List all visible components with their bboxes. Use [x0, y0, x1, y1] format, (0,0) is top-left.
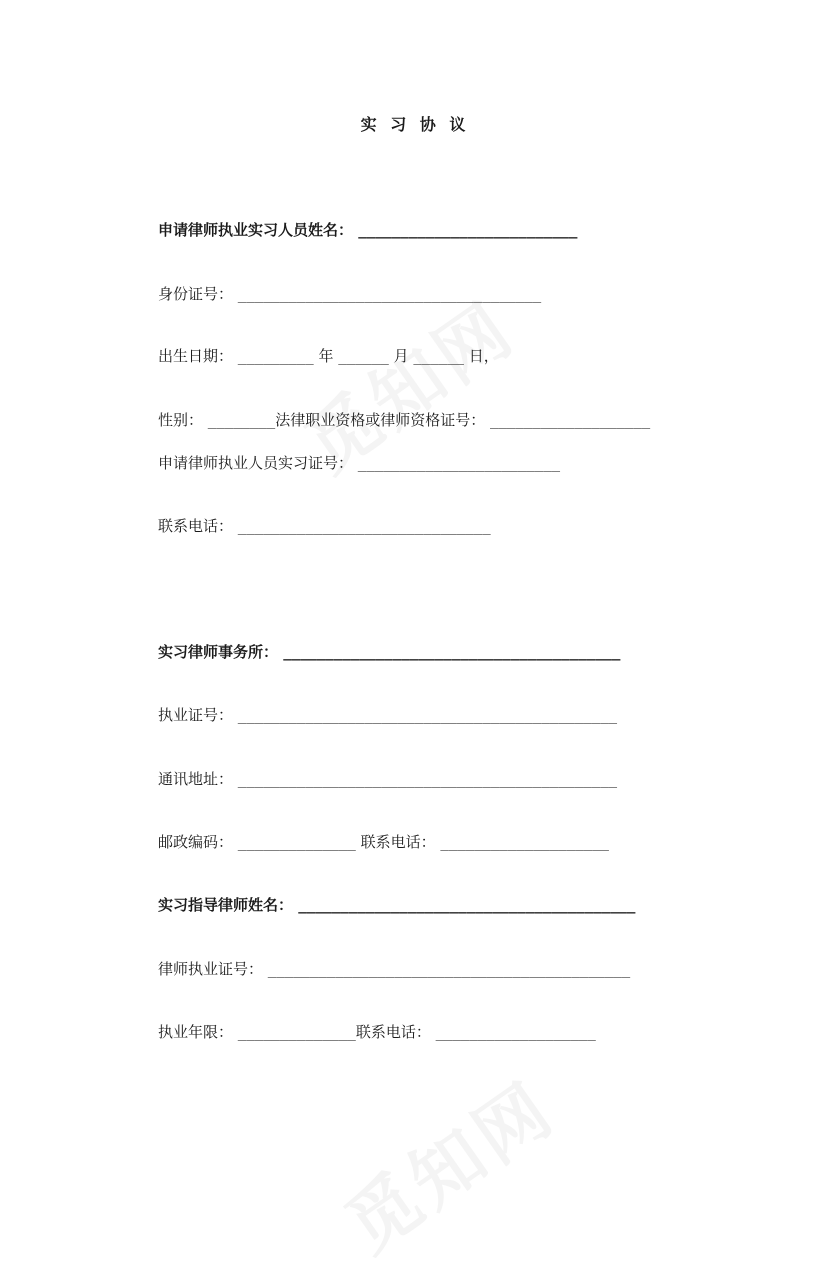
law-firm-field[interactable]: ________________________________________ — [283, 645, 621, 661]
firm-address-label: 通讯地址： — [158, 770, 234, 788]
applicant-phone-field[interactable]: ______________________________ — [237, 519, 491, 535]
firm-license-line — [158, 705, 617, 726]
gender-cert-line — [158, 410, 650, 431]
mentor-phone-field[interactable]: ___________________ — [435, 1025, 596, 1041]
gender-label: 性别： — [158, 411, 204, 429]
birth-date-line — [158, 346, 499, 367]
practice-years-label: 执业年限： — [158, 1023, 234, 1041]
qualification-cert-field[interactable]: ___________________ — [490, 413, 651, 429]
applicant-phone-label: 联系电话： — [158, 517, 234, 535]
birth-month-field[interactable]: ______ — [338, 349, 389, 365]
firm-phone-field[interactable]: ____________________ — [440, 835, 609, 851]
applicant-name-label: 申请律师执业实习人员姓名： — [158, 221, 354, 239]
id-number-label: 身份证号： — [158, 285, 234, 303]
id-number-line — [158, 284, 541, 305]
postal-code-label: 邮政编码： — [158, 833, 234, 851]
practice-years-field[interactable]: ______________ — [237, 1025, 356, 1041]
firm-license-field[interactable]: _____________________________________________ — [237, 708, 618, 724]
firm-address-field[interactable]: _____________________________________________ — [237, 772, 618, 788]
firm-phone-label: 联系电话： — [360, 833, 436, 851]
day-unit: 日， — [468, 347, 499, 365]
mentor-license-label: 律师执业证号： — [158, 960, 264, 978]
intern-cert-line — [158, 453, 560, 474]
law-firm-label: 实习律师事务所： — [158, 643, 279, 661]
mentor-license-line — [158, 959, 630, 980]
applicant-phone-line — [158, 516, 491, 537]
mentor-name-field[interactable]: ________________________________________ — [298, 898, 636, 914]
id-number-field[interactable]: ____________________________________ — [237, 287, 542, 303]
watermark-bottom — [321, 1052, 572, 1271]
mentor-name-line — [158, 895, 635, 916]
applicant-name-line — [158, 220, 577, 241]
mentor-years-phone-line — [158, 1022, 596, 1043]
page-title: 实 习 协 议 — [360, 115, 470, 134]
intern-cert-label: 申请律师执业人员实习证号： — [158, 454, 354, 472]
birth-year-field[interactable]: _________ — [237, 349, 314, 365]
year-unit: 年 — [318, 347, 334, 365]
law-firm-line — [158, 642, 620, 663]
firm-license-label: 执业证号： — [158, 706, 234, 724]
firm-postal-phone-line — [158, 832, 609, 853]
birth-date-label: 出生日期： — [158, 347, 234, 365]
mentor-name-label: 实习指导律师姓名： — [158, 896, 294, 914]
intern-cert-field[interactable]: ________________________ — [357, 456, 561, 472]
mentor-license-field[interactable]: ___________________________________________ — [267, 962, 631, 978]
applicant-name-field[interactable]: __________________________ — [358, 223, 578, 239]
qualification-cert-label: 法律职业资格或律师资格证号： — [275, 411, 486, 429]
firm-address-line — [158, 769, 617, 790]
mentor-phone-label: 联系电话： — [355, 1023, 431, 1041]
month-unit: 月 — [393, 347, 409, 365]
gender-field[interactable]: ________ — [207, 413, 276, 429]
birth-day-field[interactable]: ______ — [413, 349, 464, 365]
postal-code-field[interactable]: ______________ — [237, 835, 356, 851]
